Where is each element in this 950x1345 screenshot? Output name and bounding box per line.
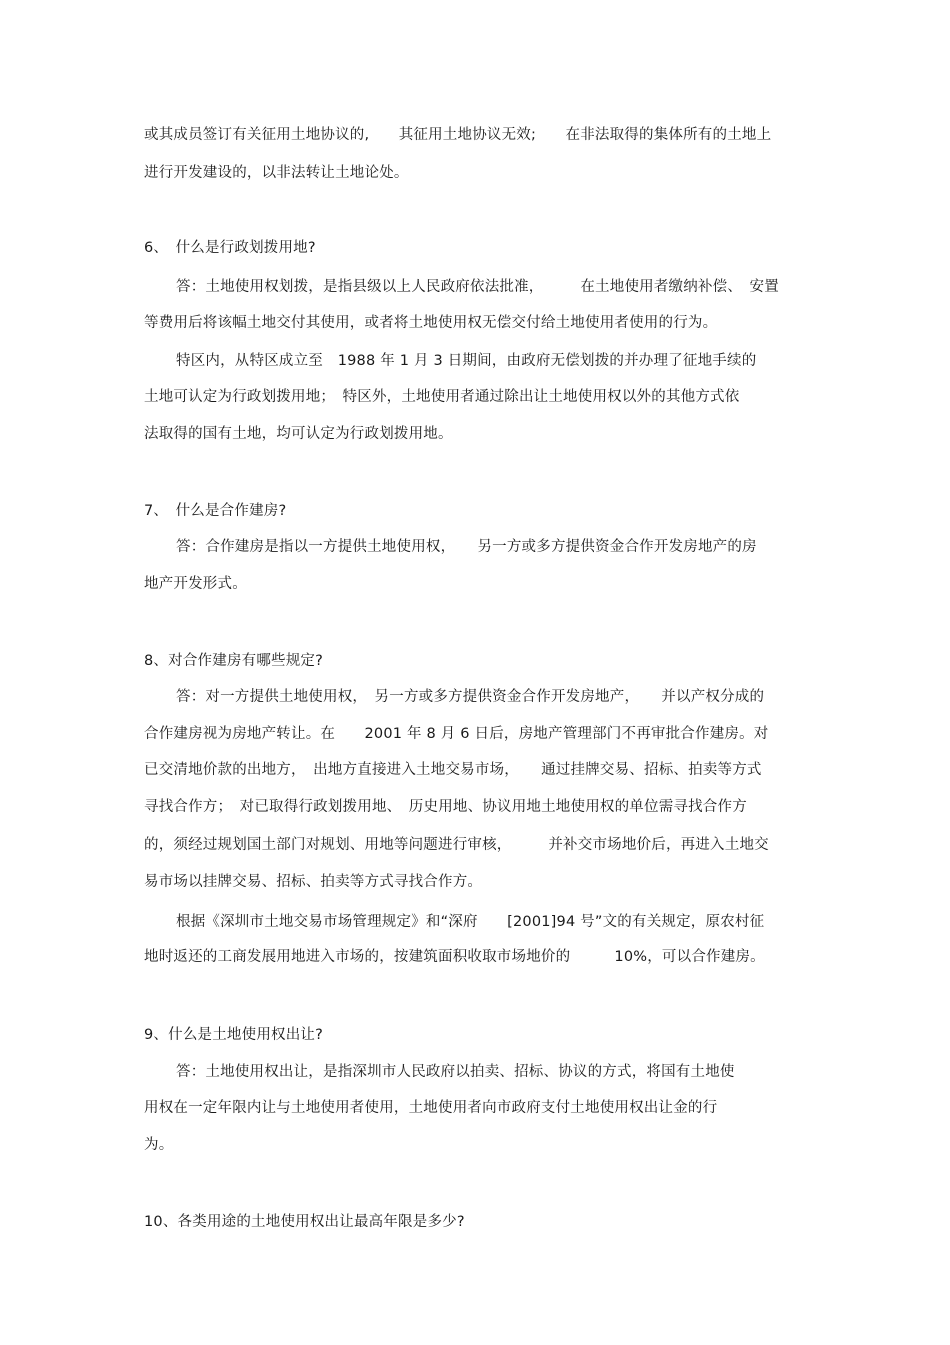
question-heading: 6、 什么是行政划拨用地?	[144, 240, 316, 256]
answer-line: 答：合作建房是指以一方提供土地使用权， 另一方或多方提供资金合作开发房地产的房	[176, 539, 757, 555]
paragraph-line: 地时返还的工商发展用地进入市场的，按建筑面积收取市场地价的 10%，可以合作建房。	[144, 949, 765, 965]
answer-line: 答：土地使用权出让，是指深圳市人民政府以拍卖、招标、协议的方式，将国有土地使	[176, 1064, 735, 1080]
answer-line: 合作建房视为房地产转让。在 2001 年 8 月 6 日后，房地产管理部门不再审批合作建房。对	[144, 726, 769, 742]
answer-line: 易市场以挂牌交易、招标、拍卖等方式寻找合作方。	[144, 874, 483, 890]
answer-line: 已交清地价款的出地方， 出地方直接进入土地交易市场， 通过挂牌交易、招标、拍卖等方式	[144, 762, 762, 778]
question-heading: 8、对合作建房有哪些规定?	[144, 653, 324, 669]
answer-line: 用权在一定年限内让与土地使用者使用，土地使用者向市政府支付土地使用权出让金的行	[144, 1100, 718, 1116]
paragraph-line: 或其成员签订有关征用土地协议的, 其征用土地协议无效; 在非法取得的集体所有的土地上	[144, 127, 772, 143]
answer-line: 寻找合作方； 对已取得行政划拨用地、 历史用地、协议用地土地使用权的单位需寻找合作方	[144, 799, 747, 815]
answer-line: 答：土地使用权划拨，是指县级以上人民政府依法批准， 在土地使用者缴纳补偿、 安置	[176, 279, 779, 295]
paragraph-line: 根据《深圳市土地交易市场管理规定》和“深府 [2001]94 号”文的有关规定，原农村征	[176, 914, 765, 930]
answer-line: 答：对一方提供土地使用权， 另一方或多方提供资金合作开发房地产， 并以产权分成的	[176, 689, 765, 705]
question-heading: 7、 什么是合作建房?	[144, 503, 287, 519]
question-heading: 9、什么是土地使用权出让?	[144, 1027, 324, 1043]
paragraph-line: 进行开发建设的，以非法转让土地论处。	[144, 165, 409, 181]
answer-line: 的，须经过规划国土部门对规划、用地等问题进行审核， 并补交市场地价后，再进入土地交	[144, 837, 769, 853]
question-heading: 10、各类用途的土地使用权出让最高年限是多少?	[144, 1214, 465, 1230]
answer-line: 地产开发形式。	[144, 576, 247, 592]
answer-line: 等费用后将该幅土地交付其使用，或者将土地使用权无偿交付给土地使用者使用的行为。	[144, 315, 718, 331]
paragraph-line: 特区内，从特区成立至 1988 年 1 月 3 日期间，由政府无偿划拨的并办理了征地手续的	[176, 353, 757, 369]
paragraph-line: 法取得的国有土地，均可认定为行政划拨用地。	[144, 426, 453, 442]
paragraph-line: 土地可认定为行政划拨用地； 特区外，土地使用者通过除出让土地使用权以外的其他方式依	[144, 389, 740, 405]
answer-line: 为。	[144, 1137, 174, 1153]
